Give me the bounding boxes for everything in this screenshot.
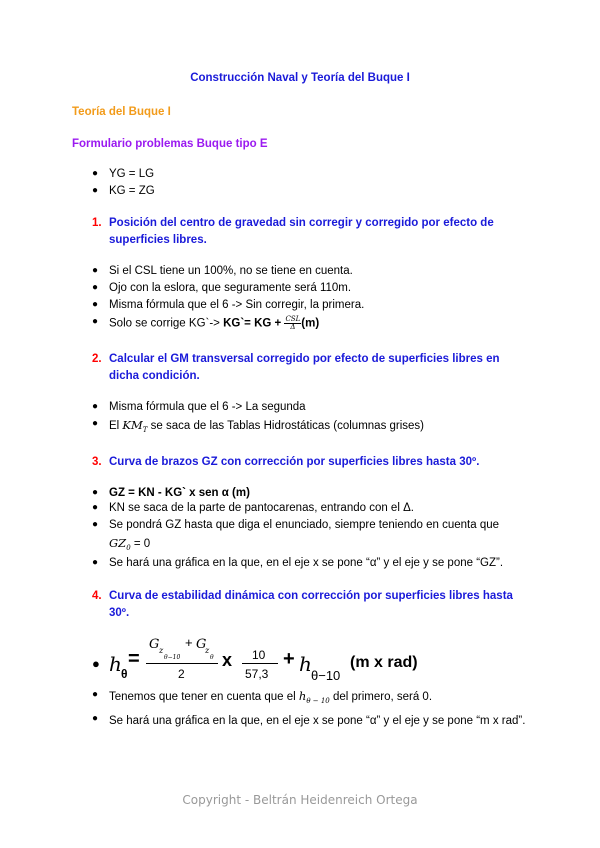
formulario-heading: Formulario problemas Buque tipo E — [72, 138, 268, 150]
csl-fraction: $\frac{\text{CSL}}{\Delta}$ — [285, 315, 301, 331]
section-3-heading: 3. Curva de brazos GZ con corrección por superficies libres hasta 30º. — [92, 456, 480, 468]
section-4-bullet-b: ● Se hará una gráfica en la que, en el eje x se pone “α” y el eje y se pone “m x rad”. — [92, 713, 526, 727]
subtitle-heading: Teoría del Buque I — [72, 106, 171, 118]
section-2-heading: 2. Calcular el GM transversal corregido por efecto de superficies libres en dicha condición. — [92, 353, 500, 382]
copyright-footer: Copyright - Beltrán Heidenreich Ortega — [182, 793, 418, 807]
section-1-heading: 1. Posición del centro de gravedad sin corregir y corregido por efecto de superficies libres. — [92, 217, 494, 246]
document-title: Construcción Naval y Teoría del Buque I — [190, 72, 410, 84]
section-4-heading: 4. Curva de estabilidad dinámica con corrección por superficies libres hasta 30º. — [92, 590, 513, 619]
gz-zero-line: $GZ_0 = 0$ — [109, 536, 151, 552]
dynamic-stability-formula: ● h θ = G z θ−10 + G z θ 2 x 10 57,3 + h θ−10 (m x rad) — [92, 635, 418, 683]
